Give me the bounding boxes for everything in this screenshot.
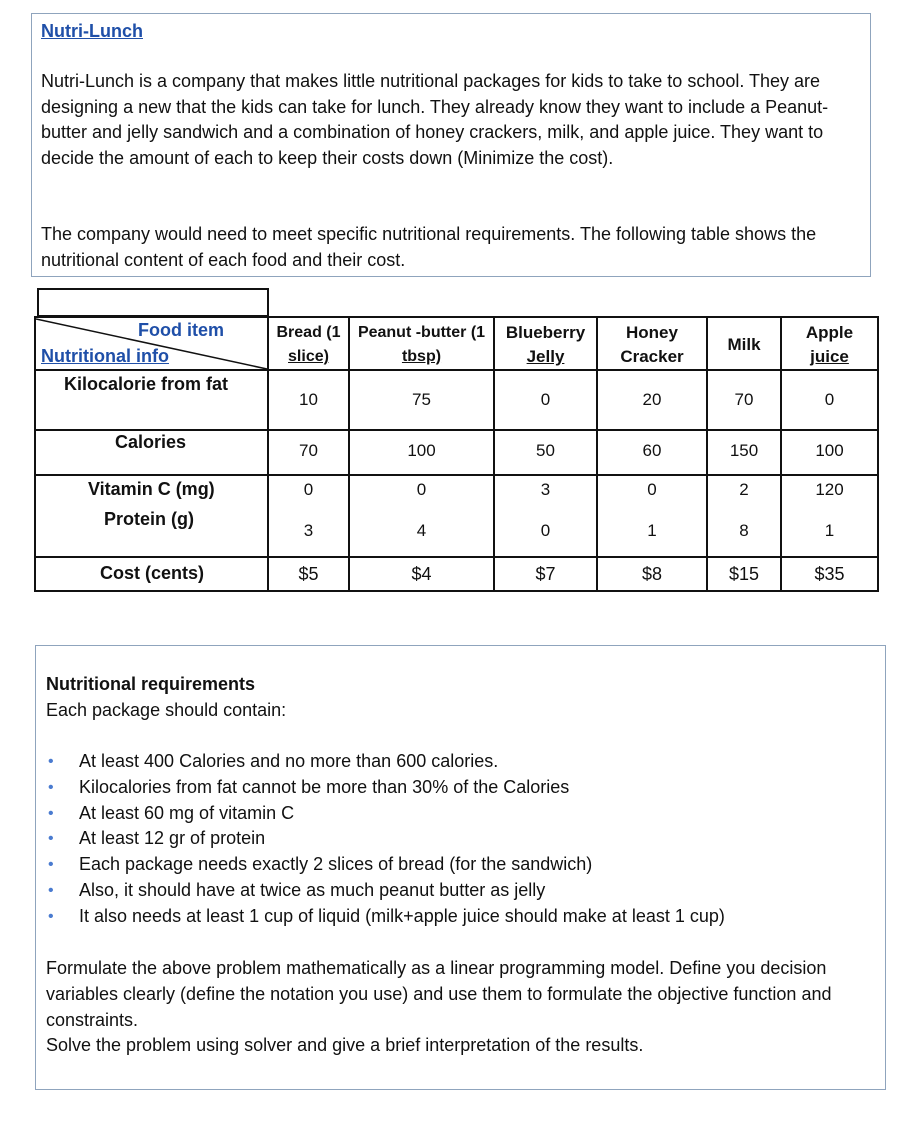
table-divider — [34, 429, 879, 431]
table-cell: 0 — [303, 480, 314, 499]
column-header-blueberry-jelly: Blueberry Jelly — [505, 323, 586, 366]
table-cell: 0 — [416, 480, 427, 499]
table-cell: $5 — [298, 564, 319, 584]
table-cell: $4 — [411, 564, 432, 584]
table-cell: 100 — [407, 441, 436, 460]
row-label-protein: Protein (g) — [104, 509, 194, 529]
row-label-cost: Cost (cents) — [100, 563, 205, 583]
requirements-list — [48, 749, 725, 930]
table-cell: 100 — [815, 441, 844, 460]
table-cell: 10 — [299, 390, 318, 409]
list-item: • At least 12 gr of protein — [48, 826, 725, 852]
table-cell: 3 — [303, 521, 314, 540]
table-cell: $15 — [728, 564, 760, 584]
bullet-icon: • — [48, 778, 54, 796]
table-cell: 50 — [536, 441, 555, 460]
bullet-icon: • — [48, 804, 54, 822]
document-title: Nutri-Lunch — [41, 21, 143, 41]
table-cell: 0 — [824, 390, 835, 409]
table-cell: 150 — [729, 441, 759, 460]
task-solve: Solve the problem using solver and give a brief interpretation of the results. — [46, 1035, 644, 1056]
column-header-milk: Milk — [727, 335, 761, 354]
column-header-peanut-butter: Peanut -butter (1 tbsp) — [357, 324, 486, 365]
column-header-apple-juice: Apple juice — [805, 323, 854, 366]
table-cell: $7 — [535, 564, 556, 584]
bullet-icon: • — [48, 753, 54, 770]
list-item: • It also needs at least 1 cup of liquid (milk+apple juice should make at least 1 cup) — [48, 904, 725, 930]
requirements-subheading: Each package should contain: — [46, 700, 287, 720]
row-label-vitamin-c: Vitamin C (mg) — [88, 479, 215, 499]
table-cell: 1 — [824, 521, 835, 540]
table-cell: 2 — [739, 480, 749, 499]
table-cell: 3 — [540, 480, 551, 499]
table-cell: 70 — [299, 441, 318, 460]
bullet-icon: • — [48, 907, 54, 925]
table-cell: 20 — [642, 390, 662, 409]
table-divider — [34, 556, 879, 558]
row-label-kilocalorie-from-fat: Kilocalorie from fat — [64, 374, 229, 394]
table-cell: 1 — [647, 521, 657, 540]
table-cell: 75 — [412, 390, 431, 409]
table-cell: 60 — [642, 441, 662, 460]
requirements-heading: Nutritional requirements — [46, 674, 256, 694]
intro-paragraph-1: Nutri-Lunch is a company that makes little nutritional packages for kids to take to school. They are designing a new that the kids can take for lunch. They already know they want to include a Peanut-butter and jelly sandwich and a combination of honey crackers, milk, and apple juice. They want to decide the amount of each to keep their costs down (Minimize the cost). — [41, 71, 829, 168]
table-cell: 70 — [734, 390, 754, 409]
task-instructions — [46, 956, 872, 1059]
table-empty-header-box — [37, 288, 269, 317]
row-label-calories: Calories — [115, 432, 187, 452]
bullet-icon: • — [48, 856, 54, 874]
table-divider — [34, 474, 879, 476]
list-item: • Each package needs exactly 2 slices of bread (for the sandwich) — [48, 852, 725, 878]
list-item: • Also, it should have at twice as much peanut butter as jelly — [48, 878, 725, 904]
bullet-icon: • — [48, 881, 54, 899]
list-item: • Kilocalories from fat cannot be more than 30% of the Calories — [48, 775, 725, 801]
column-header-bread: Bread (1 slice) — [276, 324, 341, 365]
bullet-icon: • — [48, 830, 54, 848]
table-cell: 8 — [739, 521, 749, 540]
list-item: • At least 60 mg of vitamin C — [48, 801, 725, 827]
task-formulate: Formulate the above problem mathematically as a linear programming model. Define you decision variables clearly (define the notation you use) and use them to formulate the objective function and constraints. — [46, 958, 832, 1030]
table-cell: $35 — [814, 564, 845, 584]
table-cell: $8 — [641, 564, 663, 584]
table-cell: 120 — [815, 480, 844, 499]
intro-paragraph-2: The company would need to meet specific nutritional requirements. The following table shows the nutritional content of each food and their cost. — [41, 224, 817, 270]
table-cell: 0 — [540, 390, 551, 409]
table-cell: 4 — [416, 521, 427, 540]
corner-nutritional-info-label: Nutritional info — [41, 346, 169, 366]
column-header-honey-cracker: Honey Cracker — [620, 323, 684, 366]
table-cell: 0 — [540, 521, 551, 540]
list-item: • At least 400 Calories and no more than 600 calories. — [48, 749, 725, 775]
corner-food-item-label: Food item — [138, 320, 224, 340]
table-cell: 0 — [647, 480, 657, 499]
